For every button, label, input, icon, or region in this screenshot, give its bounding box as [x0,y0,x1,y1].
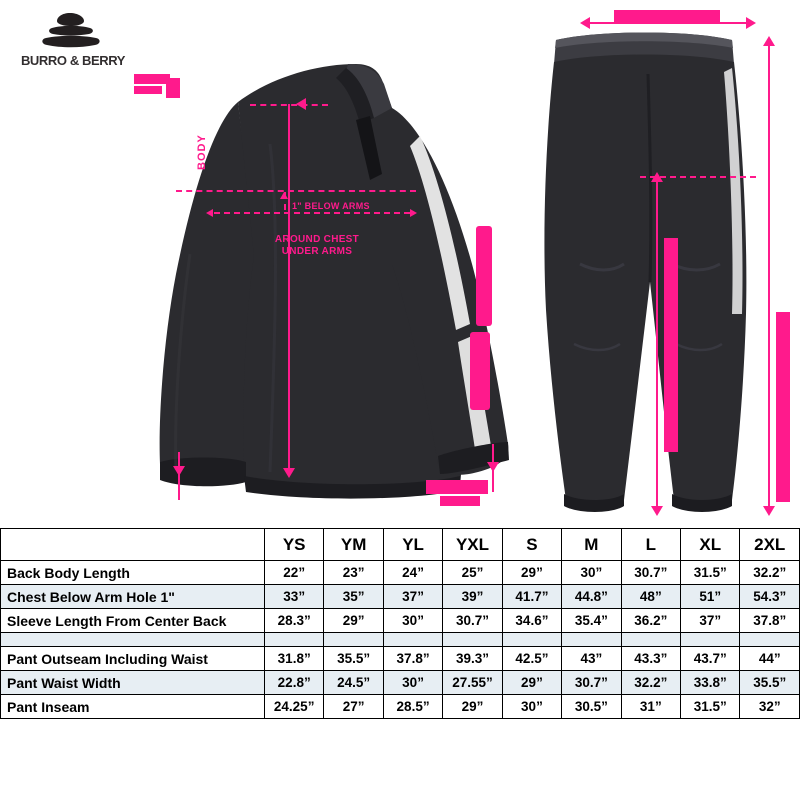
sleeve-length-label-obscured-2 [134,86,162,94]
cell: 30” [502,695,561,719]
track-pants-illustration [520,14,770,526]
cell: 31.5” [681,561,740,585]
cell [621,633,680,647]
inseam-bottom-arrow-icon [651,506,663,516]
outseam-bottom-arrow-icon [763,506,775,516]
cell [383,633,442,647]
cell: 35.5” [740,671,800,695]
cell: 30” [383,671,442,695]
body-bottom-arrow-icon [283,468,295,478]
table-spacer-row [1,633,800,647]
cell: 31.8” [264,647,323,671]
cell: 29” [443,695,502,719]
cell: 29” [324,609,383,633]
outseam-label-obscured [776,312,790,502]
sleeve-measure-bar-obscured [476,226,492,326]
sleeve-length-label-obscured-3 [166,78,180,98]
hem-right-arrow-icon [487,462,499,472]
cell [740,633,800,647]
header-corner [1,529,265,561]
body-length-line [288,104,290,474]
cell: 32.2” [621,671,680,695]
cell: 30” [383,609,442,633]
cell: 33.8” [681,671,740,695]
cell: 28.5” [383,695,442,719]
below-arms-label: 1" BELOW ARMS [292,201,370,211]
hem-left-arrow-icon [173,466,185,476]
sleeve-length-value-obscured [426,480,488,494]
table-row [1,585,800,609]
stacked-shapes-logo-icon [40,12,102,52]
waist-left-arrow-icon [580,17,590,29]
table-row [1,561,800,585]
cell: 37.8” [740,609,800,633]
body-label: BODY [196,134,208,170]
row-label: Pant Outseam Including Waist [1,647,265,671]
row-label: Pant Inseam [1,695,265,719]
cell: 35.4” [562,609,621,633]
table-header-row [1,529,800,561]
inseam-top-arrow-icon [651,172,663,182]
cell: 25” [443,561,502,585]
row-label: Sleeve Length From Center Back [1,609,265,633]
cell: 24.25” [264,695,323,719]
header-ys: YS [264,529,323,561]
cell: 51” [681,585,740,609]
chest-dashed-line [214,212,410,214]
cell: 28.3” [264,609,323,633]
cell: 23” [324,561,383,585]
chest-right-arrow-icon [410,209,417,217]
row-label: Pant Waist Width [1,671,265,695]
cell: 27” [324,695,383,719]
table-row [1,695,800,719]
brand-name: BURRO & BERRY [20,53,126,68]
cell: 35.5” [324,647,383,671]
row-label [1,633,265,647]
table-row [1,609,800,633]
cell: 30.7” [562,671,621,695]
below-arms-dashed-line [176,190,416,192]
header-2xl: 2XL [740,529,800,561]
cell [681,633,740,647]
cell: 34.6” [502,609,561,633]
cell: 37.8” [383,647,442,671]
cell: 54.3” [740,585,800,609]
cell: 32” [740,695,800,719]
cell: 29” [502,561,561,585]
brand-logo [18,12,128,74]
cell: 30.5” [562,695,621,719]
cell: 30.7” [443,609,502,633]
cell [264,633,323,647]
sleeve-length-label-obscured [134,74,170,84]
cell: 43” [562,647,621,671]
cell: 24” [383,561,442,585]
cell: 32.2” [740,561,800,585]
table-row [1,671,800,695]
row-label: Back Body Length [1,561,265,585]
waist-right-arrow-icon [746,17,756,29]
row-label: Chest Below Arm Hole 1" [1,585,265,609]
header-ym: YM [324,529,383,561]
chest-left-arrow-icon [206,209,213,217]
cell: 41.7” [502,585,561,609]
table-row [1,647,800,671]
cell: 22” [264,561,323,585]
cell: 44” [740,647,800,671]
cell: 27.55” [443,671,502,695]
chest-label-line1: AROUND CHEST [274,234,360,245]
inseam-label-obscured [664,238,678,452]
cell: 31” [621,695,680,719]
cell: 29” [502,671,561,695]
size-chart-table [0,528,800,719]
cell: 39” [443,585,502,609]
cell [562,633,621,647]
waist-width-line [588,22,746,24]
chest-label-line2: UNDER ARMS [281,246,353,257]
header-xl: XL [681,529,740,561]
cell: 22.8” [264,671,323,695]
below-arms-arrow-icon [280,192,288,199]
cell: 44.8” [562,585,621,609]
cell: 43.3” [621,647,680,671]
inseam-line [656,178,658,514]
cell: 30” [562,561,621,585]
cell: 33” [264,585,323,609]
cell: 31.5” [681,695,740,719]
cell: 35” [324,585,383,609]
header-l: L [621,529,680,561]
cell [443,633,502,647]
cell: 48” [621,585,680,609]
header-s: S [502,529,561,561]
sleeve-measure-bar-obscured-2 [470,332,490,410]
body-top-arrow-icon [296,98,306,110]
cell: 39.3” [443,647,502,671]
quarter-zip-jacket-illustration [120,24,510,524]
header-yxl: YXL [443,529,502,561]
header-yl: YL [383,529,442,561]
hem-left-line [178,452,180,500]
cell: 43.7” [681,647,740,671]
waist-width-label-obscured [614,10,720,22]
sleeve-length-value-obscured-2 [440,496,480,506]
outseam-top-arrow-icon [763,36,775,46]
cell: 42.5” [502,647,561,671]
cell [502,633,561,647]
cell [324,633,383,647]
cell: 37” [681,609,740,633]
cell: 36.2” [621,609,680,633]
header-m: M [562,529,621,561]
cell: 24.5” [324,671,383,695]
cell: 37” [383,585,442,609]
outseam-line [768,42,770,514]
cell: 30.7” [621,561,680,585]
